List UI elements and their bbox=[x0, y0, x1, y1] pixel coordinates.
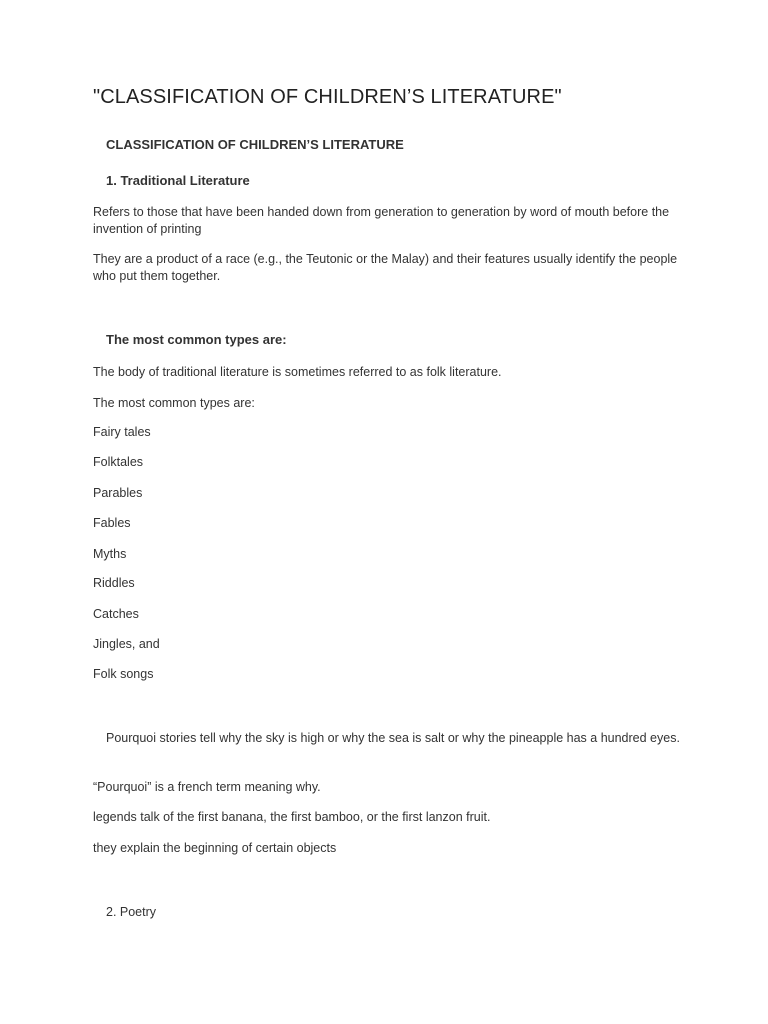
common-types-line: The most common types are: bbox=[93, 396, 255, 410]
traditional-definition-paragraph: Refers to those that have been handed down from generation to generation by word of mouth before the invention of printing bbox=[93, 205, 670, 236]
type-list-item: Fables bbox=[93, 516, 131, 530]
poetry-heading: 2. Poetry bbox=[106, 905, 157, 919]
section-heading: CLASSIFICATION OF CHILDREN’S LITERATURE bbox=[106, 137, 404, 152]
folk-literature-line: The body of traditional literature is sometimes referred to as folk literature. bbox=[93, 365, 502, 379]
pourquoi-paragraph: Pourquoi stories tell why the sky is high or why the sea is salt or why the pineapple has a hundred eyes. bbox=[106, 731, 680, 745]
pourquoi-meaning-line: “Pourquoi” is a french term meaning why. bbox=[93, 780, 321, 794]
type-list-item: Folk songs bbox=[93, 667, 154, 681]
type-list-item: Jingles, and bbox=[93, 637, 160, 651]
traditional-literature-heading: 1. Traditional Literature bbox=[106, 173, 250, 188]
common-types-heading: The most common types are: bbox=[106, 332, 287, 347]
type-list-item: Catches bbox=[93, 607, 139, 621]
traditional-race-paragraph: They are a product of a race (e.g., the Teutonic or the Malay) and their features usually identify the people who put them together. bbox=[93, 252, 678, 283]
type-list-item: Fairy tales bbox=[93, 425, 151, 439]
legends-line: legends talk of the first banana, the first bamboo, or the first lanzon fruit. bbox=[93, 810, 491, 824]
type-list-item: Parables bbox=[93, 486, 143, 500]
type-list-item: Folktales bbox=[93, 455, 144, 469]
type-list-item: Myths bbox=[93, 547, 127, 561]
beginnings-line: they explain the beginning of certain objects bbox=[93, 841, 337, 855]
document-title: "CLASSIFICATION OF CHILDREN’S LITERATURE" bbox=[93, 86, 562, 108]
type-list-item: Riddles bbox=[93, 576, 135, 590]
